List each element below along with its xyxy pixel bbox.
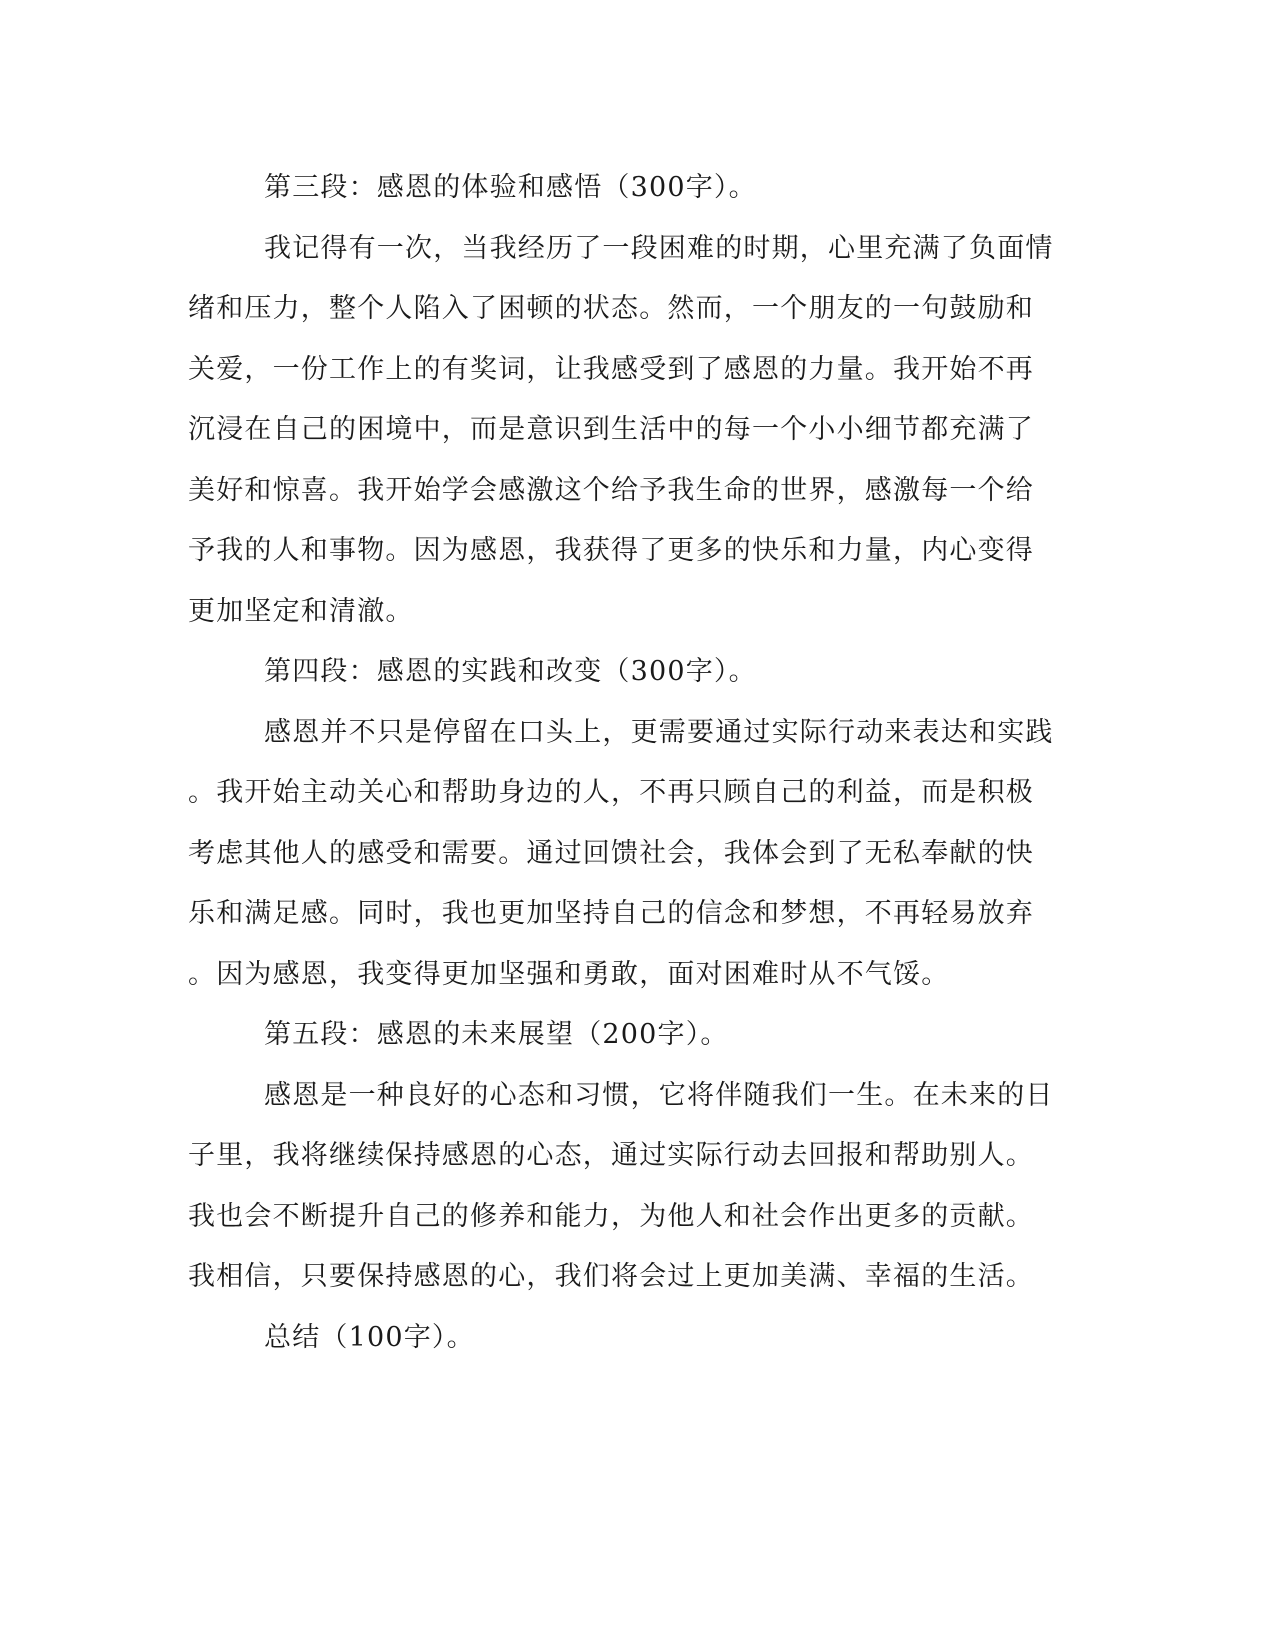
paragraph-line: 。我开始主动关心和帮助身边的人，不再只顾自己的利益，而是积极 — [188, 777, 1034, 808]
paragraph-line: 关爱，一份工作上的有奖词，让我感受到了感恩的力量。我开始不再 — [188, 353, 1034, 385]
paragraph-line: 沉浸在自己的困境中，而是意识到生活中的每一个小小细节都充满了 — [188, 414, 1034, 445]
paragraph-line: 我也会不断提升自己的修养和能力，为他人和社会作出更多的贡献。 — [188, 1200, 1034, 1232]
paragraph-line: 予我的人和事物。因为感恩，我获得了更多的快乐和力量，内心变得 — [188, 535, 1034, 566]
paragraph-line: 更加坚定和清澈。 — [188, 595, 414, 627]
section-heading: 总结（100字）。 — [264, 1321, 475, 1353]
paragraph-line: 子里，我将继续保持感恩的心态，通过实际行动去回报和帮助别人。 — [188, 1140, 1034, 1171]
paragraph-line: 我相信，只要保持感恩的心，我们将会过上更加美满、幸福的生活。 — [188, 1261, 1034, 1292]
document-body — [188, 158, 1068, 1368]
section-heading: 第三段：感恩的体验和感悟（300字）。 — [264, 172, 757, 203]
section-heading: 第五段：感恩的未来展望（200字）。 — [264, 1019, 729, 1050]
paragraph-line: 绪和压力，整个人陷入了困顿的状态。然而，一个朋友的一句鼓励和 — [188, 293, 1034, 324]
section-heading: 第四段：感恩的实践和改变（300字）。 — [264, 656, 757, 687]
paragraph-line: 感恩并不只是停留在口头上，更需要通过实际行动来表达和实践 — [264, 716, 1054, 748]
paragraph-line: 我记得有一次，当我经历了一段困难的时期，心里充满了负面情 — [264, 232, 1054, 264]
paragraph-line: 。因为感恩，我变得更加坚强和勇敢，面对困难时从不气馁。 — [188, 958, 950, 990]
paragraph-line: 考虑其他人的感受和需要。通过回馈社会，我体会到了无私奉献的快 — [188, 837, 1034, 869]
paragraph-line: 乐和满足感。同时，我也更加坚持自己的信念和梦想，不再轻易放弃 — [188, 898, 1034, 929]
paragraph-line: 感恩是一种良好的心态和习惯，它将伴随我们一生。在未来的日 — [264, 1079, 1054, 1111]
paragraph-line: 美好和惊喜。我开始学会感激这个给予我生命的世界，感激每一个给 — [188, 474, 1034, 506]
